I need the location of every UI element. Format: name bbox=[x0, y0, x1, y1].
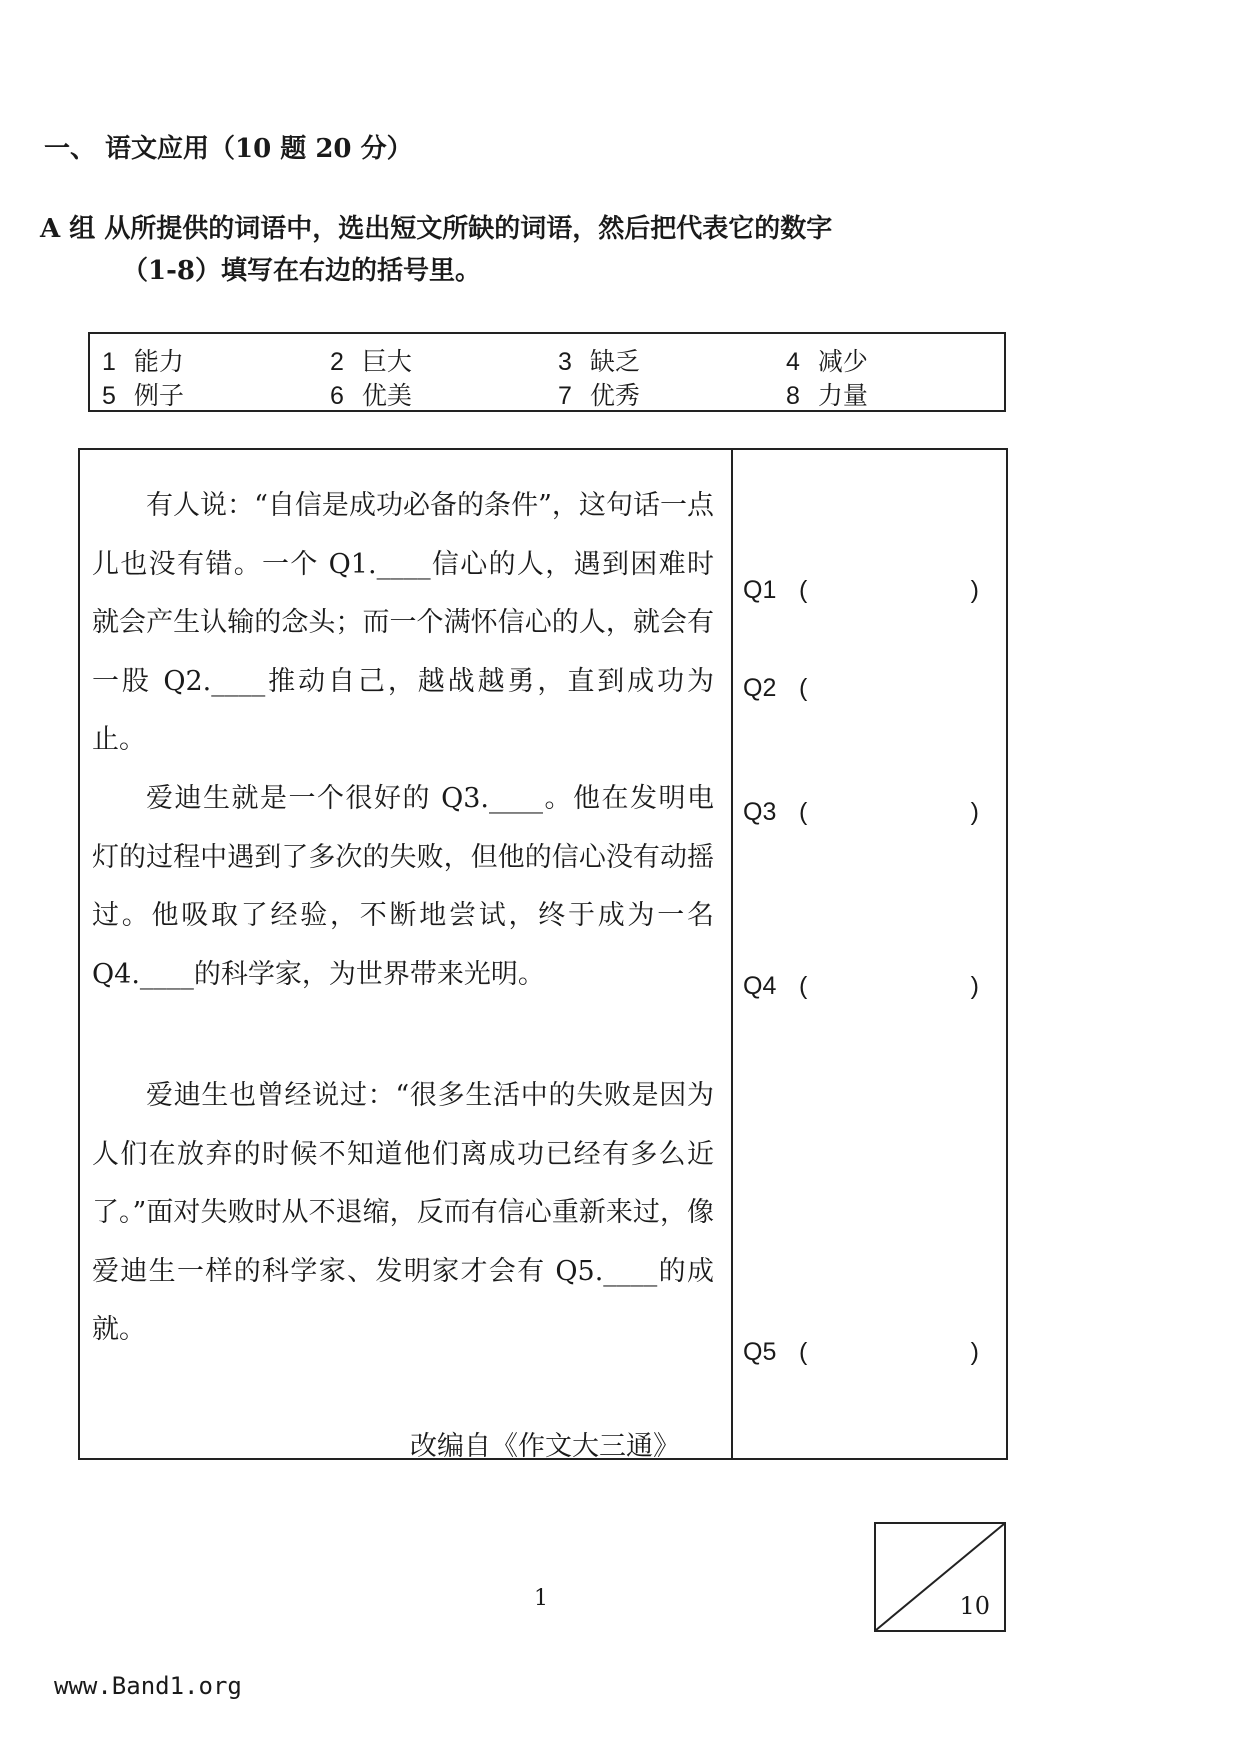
answer-q2[interactable] bbox=[743, 674, 981, 703]
word-bank-item: 3 缺乏 bbox=[558, 347, 640, 376]
answer-q1[interactable] bbox=[743, 576, 981, 605]
word-bank-item: 1 能力 bbox=[102, 347, 184, 376]
score-box bbox=[874, 1522, 1006, 1632]
answer-open-bracket: ( bbox=[799, 1338, 808, 1366]
answer-close-bracket: ) bbox=[970, 798, 979, 826]
score-max: 10 bbox=[959, 1592, 990, 1620]
word-bank-item: 7 优秀 bbox=[558, 381, 640, 410]
answer-label: Q3 bbox=[743, 798, 777, 826]
watermark: www.Band1.org bbox=[54, 1672, 242, 1700]
page-number: 1 bbox=[534, 1586, 548, 1611]
word-bank-item: 2 巨大 bbox=[330, 347, 412, 376]
instruction-text-1: 从所提供的词语中，选出短文所缺的词语，然后把代表它的数字 bbox=[104, 214, 833, 244]
word-bank-item: 5 例子 bbox=[102, 381, 184, 410]
passage-paragraph-2: 爱迪生就是一个很好的 Q3.____。他在发明电灯的过程中遇到了多次的失败，但他的信心没有动摇过。他吸取了经验，不断地尝试，终于成为一名 Q4.____的科学家，为世界带来光明。 bbox=[92, 783, 714, 990]
answer-open-bracket: ( bbox=[799, 798, 808, 826]
passage-paragraph-1: 有人说：“自信是成功必备的条件”，这句话一点儿也没有错。一个 Q1.____信心的人，遇到困难时就会产生认输的念头；而一个满怀信心的人，就会有一股 Q2.____推动自己，越战越勇，直到成功为止。 bbox=[92, 490, 714, 755]
answer-open-bracket: ( bbox=[799, 576, 808, 604]
answer-q3[interactable] bbox=[743, 798, 981, 827]
group-label: A 组 bbox=[40, 214, 96, 244]
answer-close-bracket: ) bbox=[970, 1338, 979, 1366]
passage-source: 改编自《作文大三通》 bbox=[410, 1431, 680, 1462]
instruction-line-2: （1-8）填写在右边的括号里。 bbox=[122, 256, 481, 286]
word-bank bbox=[88, 332, 1006, 412]
answer-close-bracket: ) bbox=[970, 972, 979, 1000]
answer-close-bracket: ) bbox=[970, 576, 979, 604]
answer-q4[interactable] bbox=[743, 972, 981, 1001]
word-bank-item: 4 减少 bbox=[786, 347, 868, 376]
answer-close-bracket bbox=[959, 674, 979, 703]
answer-label: Q5 bbox=[743, 1338, 777, 1366]
passage-paragraph-3: 爱迪生也曾经说过：“很多生活中的失败是因为人们在放弃的时候不知道他们离成功已经有多么近了。”面对失败时从不退缩，反而有信心重新来过，像爱迪生一样的科学家、发明家才会有 Q5.____的成就。 bbox=[92, 1080, 714, 1345]
answer-label: Q1 bbox=[743, 576, 777, 604]
word-bank-item: 8 力量 bbox=[786, 381, 868, 410]
column-divider bbox=[731, 448, 733, 1460]
answer-q5[interactable] bbox=[743, 1338, 981, 1367]
answer-open-bracket: ( bbox=[799, 674, 808, 702]
word-bank-item: 6 优美 bbox=[330, 381, 412, 410]
section-title: 一、 语文应用（10 题 20 分） bbox=[44, 134, 413, 164]
answer-label: Q2 bbox=[743, 674, 777, 702]
instruction-line-1 bbox=[40, 208, 832, 245]
answer-open-bracket: ( bbox=[799, 972, 808, 1000]
answer-label: Q4 bbox=[743, 972, 777, 1000]
